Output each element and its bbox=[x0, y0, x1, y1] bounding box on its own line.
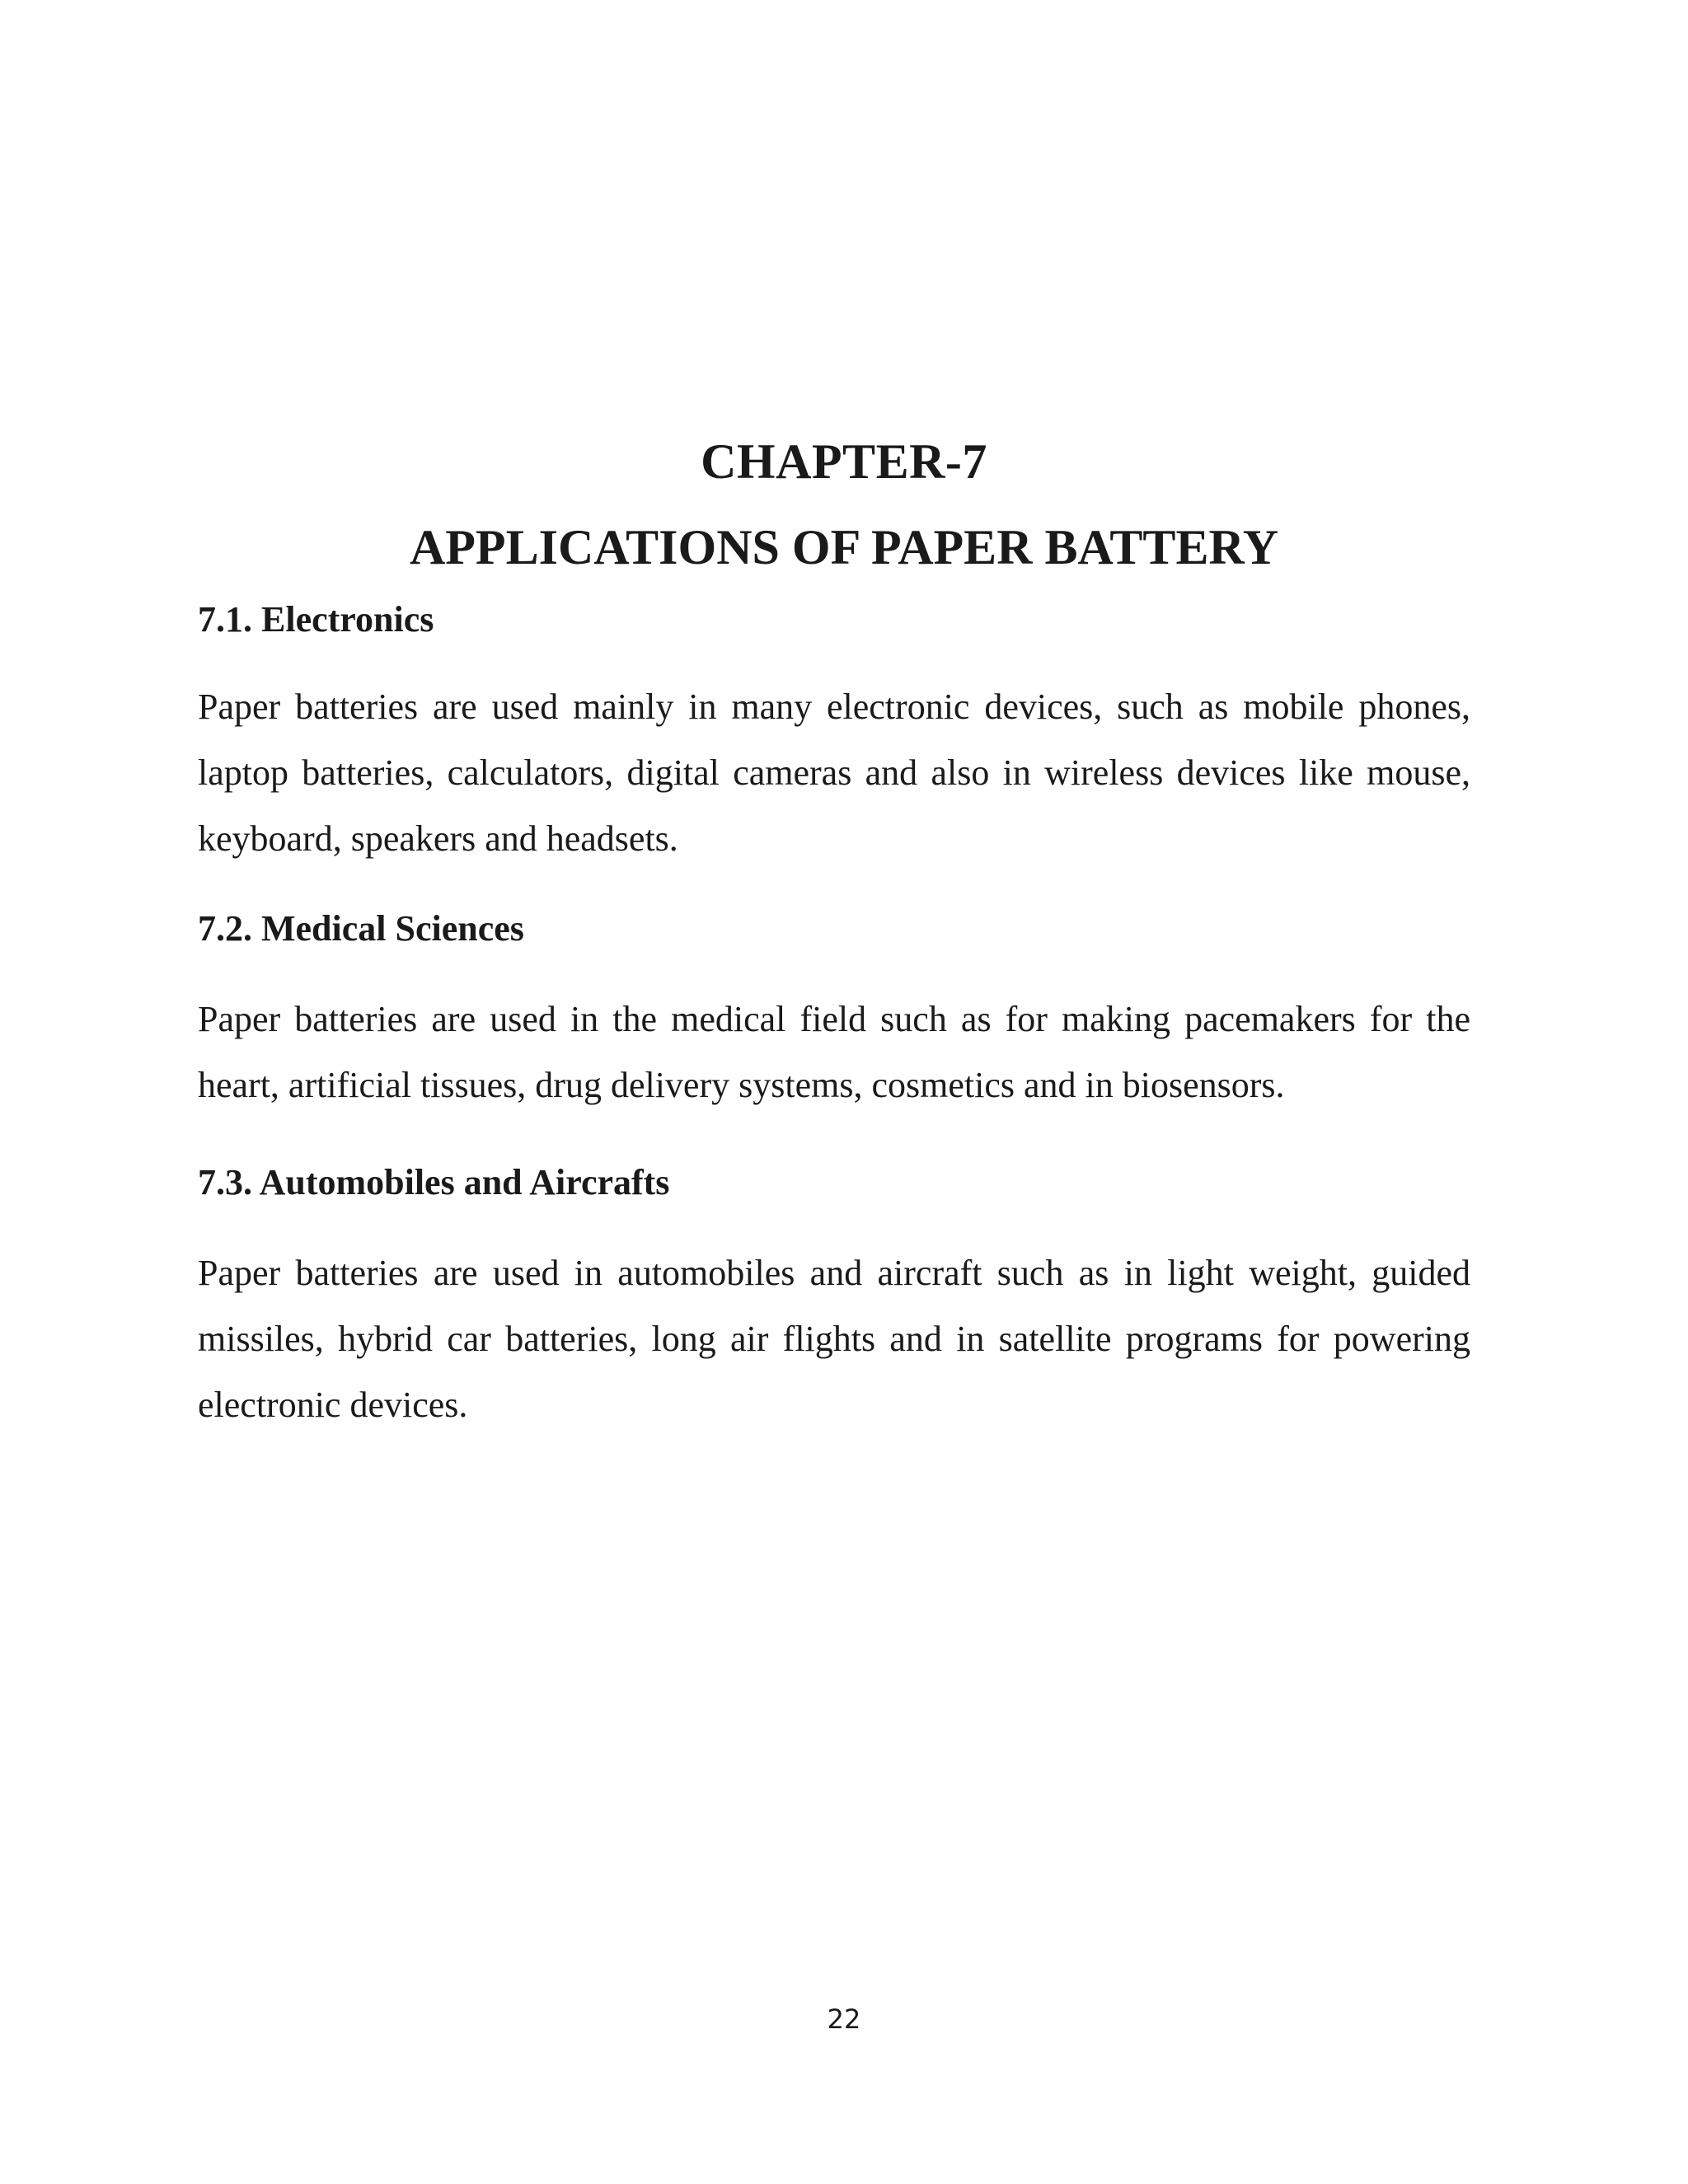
chapter-number: CHAPTER-7 bbox=[701, 434, 987, 489]
section-heading-automobiles-aircrafts: 7.3. Automobiles and Aircrafts bbox=[198, 1162, 670, 1202]
page-number: 22 bbox=[827, 2004, 861, 2035]
section-heading-medical-sciences: 7.2. Medical Sciences bbox=[198, 908, 524, 949]
chapter-title: APPLICATIONS OF PAPER BATTERY bbox=[409, 520, 1279, 574]
section-body-medical-sciences: Paper batteries are used in the medical field such as for making pacemakers for the heart, artificial tissues, drug delivery systems, cosmetics and in biosensors. bbox=[198, 999, 1470, 1105]
section-electronics bbox=[198, 595, 1470, 872]
section-medical-sciences bbox=[198, 904, 1470, 1118]
section-heading-electronics: 7.1. Electronics bbox=[198, 599, 434, 640]
section-automobiles-aircrafts bbox=[198, 1158, 1470, 1438]
section-body-electronics: Paper batteries are used mainly in many electronic devices, such as mobile phones, laptop batteries, calculators, digital cameras and also in wireless devices like mouse, keyboard, speakers and headsets. bbox=[198, 687, 1470, 859]
section-body-automobiles-aircrafts: Paper batteries are used in automobiles and aircraft such as in light weight, guided missiles, hybrid car batteries, long air flights and in satellite programs for powering electronic devices. bbox=[198, 1253, 1470, 1425]
